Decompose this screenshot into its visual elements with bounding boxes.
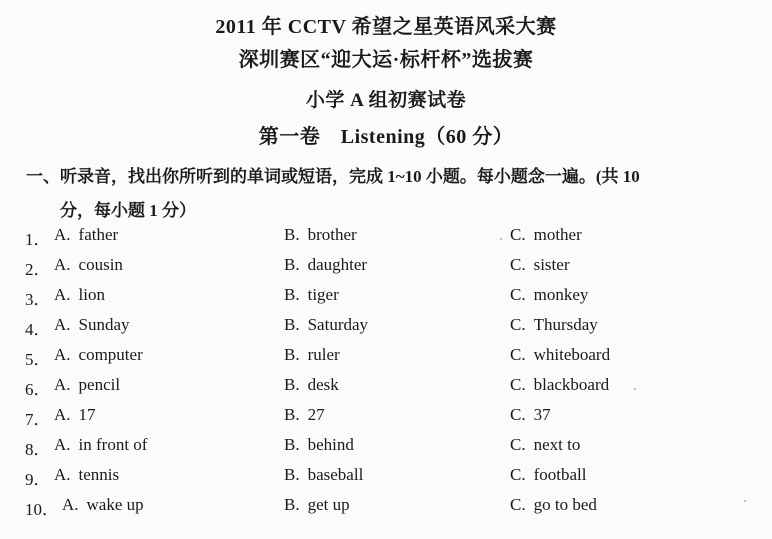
question-row bbox=[0, 345, 772, 375]
instruction-line-1: 一、听录音，找出你所听到的单词或短语，完成 1~10 小题。每小题念一遍。(共 10 bbox=[26, 167, 640, 186]
option-c bbox=[510, 255, 569, 275]
scan-speck bbox=[634, 388, 636, 390]
option-letter: C. bbox=[510, 255, 526, 274]
option-letter: C. bbox=[510, 225, 526, 244]
option-text: in front of bbox=[78, 435, 148, 454]
question-row bbox=[0, 435, 772, 465]
option-text: tiger bbox=[307, 285, 339, 304]
option-text: blackboard bbox=[533, 375, 610, 394]
question-number: 7． bbox=[25, 410, 51, 429]
option-letter: A. bbox=[54, 315, 71, 334]
option-b bbox=[284, 345, 340, 365]
option-letter: A. bbox=[54, 345, 71, 364]
option-letter: C. bbox=[510, 405, 526, 424]
option-letter: B. bbox=[284, 435, 300, 454]
option-b bbox=[284, 315, 368, 335]
option-text: brother bbox=[307, 225, 357, 244]
question-number: 8． bbox=[25, 440, 51, 459]
option-letter: B. bbox=[284, 315, 300, 334]
option-c bbox=[510, 375, 609, 395]
question-row bbox=[0, 255, 772, 285]
option-text: football bbox=[533, 465, 587, 484]
option-letter: C. bbox=[510, 345, 526, 364]
option-b bbox=[284, 225, 357, 245]
option-letter: C. bbox=[510, 315, 526, 334]
option-letter: B. bbox=[284, 255, 300, 274]
option-a bbox=[54, 405, 96, 425]
option-letter: A. bbox=[54, 435, 71, 454]
option-text: Sunday bbox=[78, 315, 130, 334]
option-letter: C. bbox=[510, 495, 526, 514]
option-a bbox=[54, 225, 118, 245]
option-text: Saturday bbox=[307, 315, 369, 334]
option-letter: B. bbox=[284, 375, 300, 394]
option-text: go to bed bbox=[533, 495, 597, 514]
option-letter: B. bbox=[284, 465, 300, 484]
option-text: behind bbox=[307, 435, 354, 454]
option-a bbox=[54, 255, 123, 275]
question-row bbox=[0, 495, 772, 525]
option-c bbox=[510, 435, 580, 455]
option-c bbox=[510, 285, 588, 305]
option-b bbox=[284, 255, 367, 275]
option-text: wake up bbox=[86, 495, 144, 514]
question-number: 5． bbox=[25, 350, 51, 369]
option-c bbox=[510, 405, 551, 425]
option-letter: A. bbox=[54, 255, 71, 274]
question-row bbox=[0, 375, 772, 405]
option-text: cousin bbox=[78, 255, 123, 274]
option-text: sister bbox=[533, 255, 570, 274]
option-text: tennis bbox=[78, 465, 120, 484]
option-text: daughter bbox=[307, 255, 368, 274]
option-letter: A. bbox=[54, 225, 71, 244]
question-number: 9． bbox=[25, 470, 51, 489]
option-c bbox=[510, 315, 598, 335]
question-row bbox=[0, 465, 772, 495]
question-number: 1． bbox=[25, 230, 51, 249]
option-b bbox=[284, 435, 354, 455]
paper-title: 小学 A 组初赛试卷 bbox=[305, 90, 467, 111]
option-a bbox=[54, 435, 147, 455]
option-letter: B. bbox=[284, 285, 300, 304]
option-text: father bbox=[78, 225, 119, 244]
option-a bbox=[54, 285, 105, 305]
section-title: 第一卷 Listening（60 分） bbox=[258, 126, 514, 148]
option-b bbox=[284, 465, 363, 485]
scan-speck bbox=[744, 500, 746, 502]
question-row bbox=[0, 285, 772, 315]
option-letter: A. bbox=[54, 405, 71, 424]
option-letter: B. bbox=[284, 495, 300, 514]
option-text: computer bbox=[78, 345, 143, 364]
option-letter: B. bbox=[284, 225, 300, 244]
question-number: 10． bbox=[25, 500, 59, 519]
option-text: 37 bbox=[533, 405, 551, 424]
option-text: ruler bbox=[307, 345, 340, 364]
scan-speck bbox=[500, 238, 502, 240]
question-row bbox=[0, 315, 772, 345]
option-a bbox=[62, 495, 144, 515]
option-letter: C. bbox=[510, 465, 526, 484]
option-text: Thursday bbox=[533, 315, 598, 334]
option-text: baseball bbox=[307, 465, 364, 484]
option-letter: A. bbox=[62, 495, 79, 514]
option-b bbox=[284, 495, 350, 515]
option-letter: C. bbox=[510, 285, 526, 304]
contest-title: 2011 年 CCTV 希望之星英语风采大赛 bbox=[215, 16, 557, 38]
option-b bbox=[284, 375, 339, 395]
option-text: whiteboard bbox=[533, 345, 611, 364]
option-c bbox=[510, 345, 610, 365]
option-a bbox=[54, 375, 120, 395]
region-title: 深圳赛区“迎大运·标杆杯”选拔赛 bbox=[238, 49, 534, 71]
option-letter: C. bbox=[510, 435, 526, 454]
option-b bbox=[284, 405, 325, 425]
option-text: get up bbox=[307, 495, 350, 514]
option-letter: B. bbox=[284, 405, 300, 424]
question-number: 4． bbox=[25, 320, 51, 339]
question-row bbox=[0, 405, 772, 435]
option-a bbox=[54, 465, 119, 485]
option-c bbox=[510, 225, 582, 245]
option-text: lion bbox=[78, 285, 105, 304]
option-text: 17 bbox=[78, 405, 96, 424]
option-letter: A. bbox=[54, 285, 71, 304]
option-b bbox=[284, 285, 339, 305]
option-c bbox=[510, 465, 586, 485]
option-c bbox=[510, 495, 597, 515]
option-text: desk bbox=[307, 375, 339, 394]
option-letter: B. bbox=[284, 345, 300, 364]
option-text: mother bbox=[533, 225, 582, 244]
option-text: 27 bbox=[307, 405, 325, 424]
option-text: monkey bbox=[533, 285, 589, 304]
question-number: 2． bbox=[25, 260, 51, 279]
option-letter: C. bbox=[510, 375, 526, 394]
option-text: next to bbox=[533, 435, 581, 454]
question-number: 6． bbox=[25, 380, 51, 399]
question-number: 3． bbox=[25, 290, 51, 309]
question-row bbox=[0, 225, 772, 255]
option-letter: A. bbox=[54, 375, 71, 394]
option-text: pencil bbox=[78, 375, 121, 394]
option-a bbox=[54, 315, 130, 335]
option-letter: A. bbox=[54, 465, 71, 484]
instruction-line-2: 分，每小题 1 分） bbox=[60, 201, 196, 220]
option-a bbox=[54, 345, 143, 365]
